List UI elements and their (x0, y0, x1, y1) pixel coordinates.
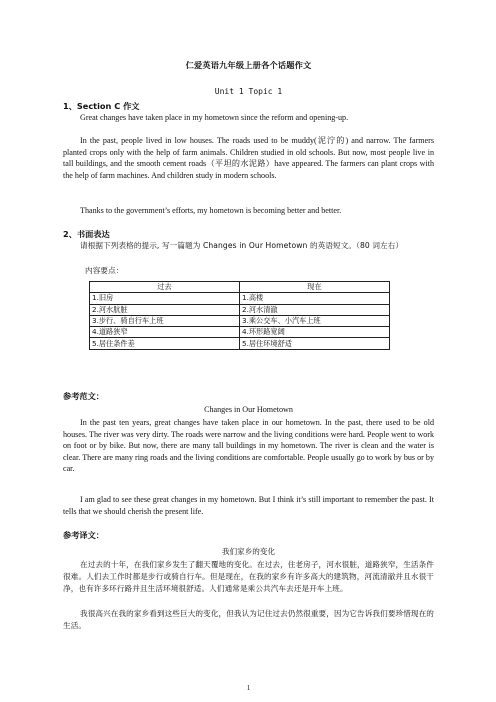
translation-paragraph-2: 我很高兴在我的家乡看到这些巨大的变化，但我认为记住过去仍然很重要，因为它告诉我们要珍惜现在的生活。 (63, 609, 434, 630)
section1-heading: 1、Section C 作文 (63, 101, 140, 111)
section1-paragraph-3: Thanks to the government’s efforts, my hometown is becoming better and better. (80, 206, 342, 215)
section2-heading: 2、书面表达 (63, 229, 110, 239)
table-cell-now: 1.高楼 (240, 293, 390, 304)
table-cell-past: 5.居住条件差 (90, 338, 240, 349)
page-number: 1 (246, 684, 251, 692)
section1-paragraph-1: Great changes have taken place in my hometown since the reform and opening-up. (80, 113, 349, 122)
section1-paragraph-2: In the past, people lived in low houses. The roads used to be muddy(泥泞的) and narrow. The farmers planted crops only with the help of farm animals. Children studied in old schools. But now, most people live in tall buildings, and the smooth cement roads（平坦的水泥路）have appeared. The farmers can plant crops with the help of farm machines. And children study in modern schools. (63, 136, 434, 180)
translation-title: 我们家乡的变化 (221, 547, 276, 556)
table-row (90, 304, 390, 315)
table-row (90, 327, 390, 338)
table-row (90, 338, 390, 349)
sample-essay-paragraph-1: In the past ten years, great changes have taken place in our hometown. In the past, there used to be old houses. The river was very dirty. The roads were narrow and the living conditions were hard. People went to work on foot or by bike. But now, there are many tall buildings in my hometown. The river is clean and the water is clear. There are many ring roads and the living conditions are comfortable. People usually go to work by bus or by car. (63, 418, 434, 474)
unit-topic-label: Unit 1 Topic 1 (214, 87, 283, 96)
table-row (90, 293, 390, 304)
table-cell-now: 4.环形路宽阔 (240, 327, 390, 338)
content-points-label: 内容要点： (85, 266, 124, 275)
table-cell-past: 4.道路狭窄 (90, 327, 240, 338)
section2-instruction: 请根据下列表格的提示, 写一篇题为 Changes in Our Hometown 的英语短文。（80 词左右） (80, 241, 404, 250)
translation-paragraph-1: 在过去的十年，在我们家乡发生了翻天覆地的变化。在过去，住老房子，河水很脏，道路狭窄，生活条件很难。人们去工作时都是步行或骑自行车。但是现在，在我的家乡有许多高大的建筑物，河流清澈并且水很干净，也有许多环行路并且生活环境很舒适。人们通常是乘公共汽车去还是开车上班。 (63, 560, 434, 593)
table-header-past: 过去 (90, 282, 240, 293)
table-cell-past: 1.旧房 (90, 293, 240, 304)
table-cell-past: 3.步行、骑自行车上班 (90, 315, 240, 326)
table-cell-now: 2.河水清澈 (240, 304, 390, 315)
table-row (90, 315, 390, 326)
table-header-row (90, 282, 390, 293)
translation-heading: 参考译文： (63, 530, 104, 540)
sample-essay-paragraph-2: I am glad to see these great changes in my hometown. But I think it’s still important to remember the past. It tells that we should cherish the present life. (63, 495, 434, 516)
table-cell-now: 5.居住环境舒适 (240, 338, 390, 349)
document-title: 仁爱英语九年级上册各个话题作文 (185, 60, 312, 70)
table-header-now: 现在 (240, 282, 390, 293)
table-cell-past: 2.河水肮脏 (90, 304, 240, 315)
table-cell-now: 3.乘公交车、小汽车上班 (240, 315, 390, 326)
sample-essay-title: Changes in Our Hometown (204, 405, 293, 414)
sample-essay-heading: 参考范文： (63, 391, 104, 401)
content-points-table (89, 281, 390, 350)
